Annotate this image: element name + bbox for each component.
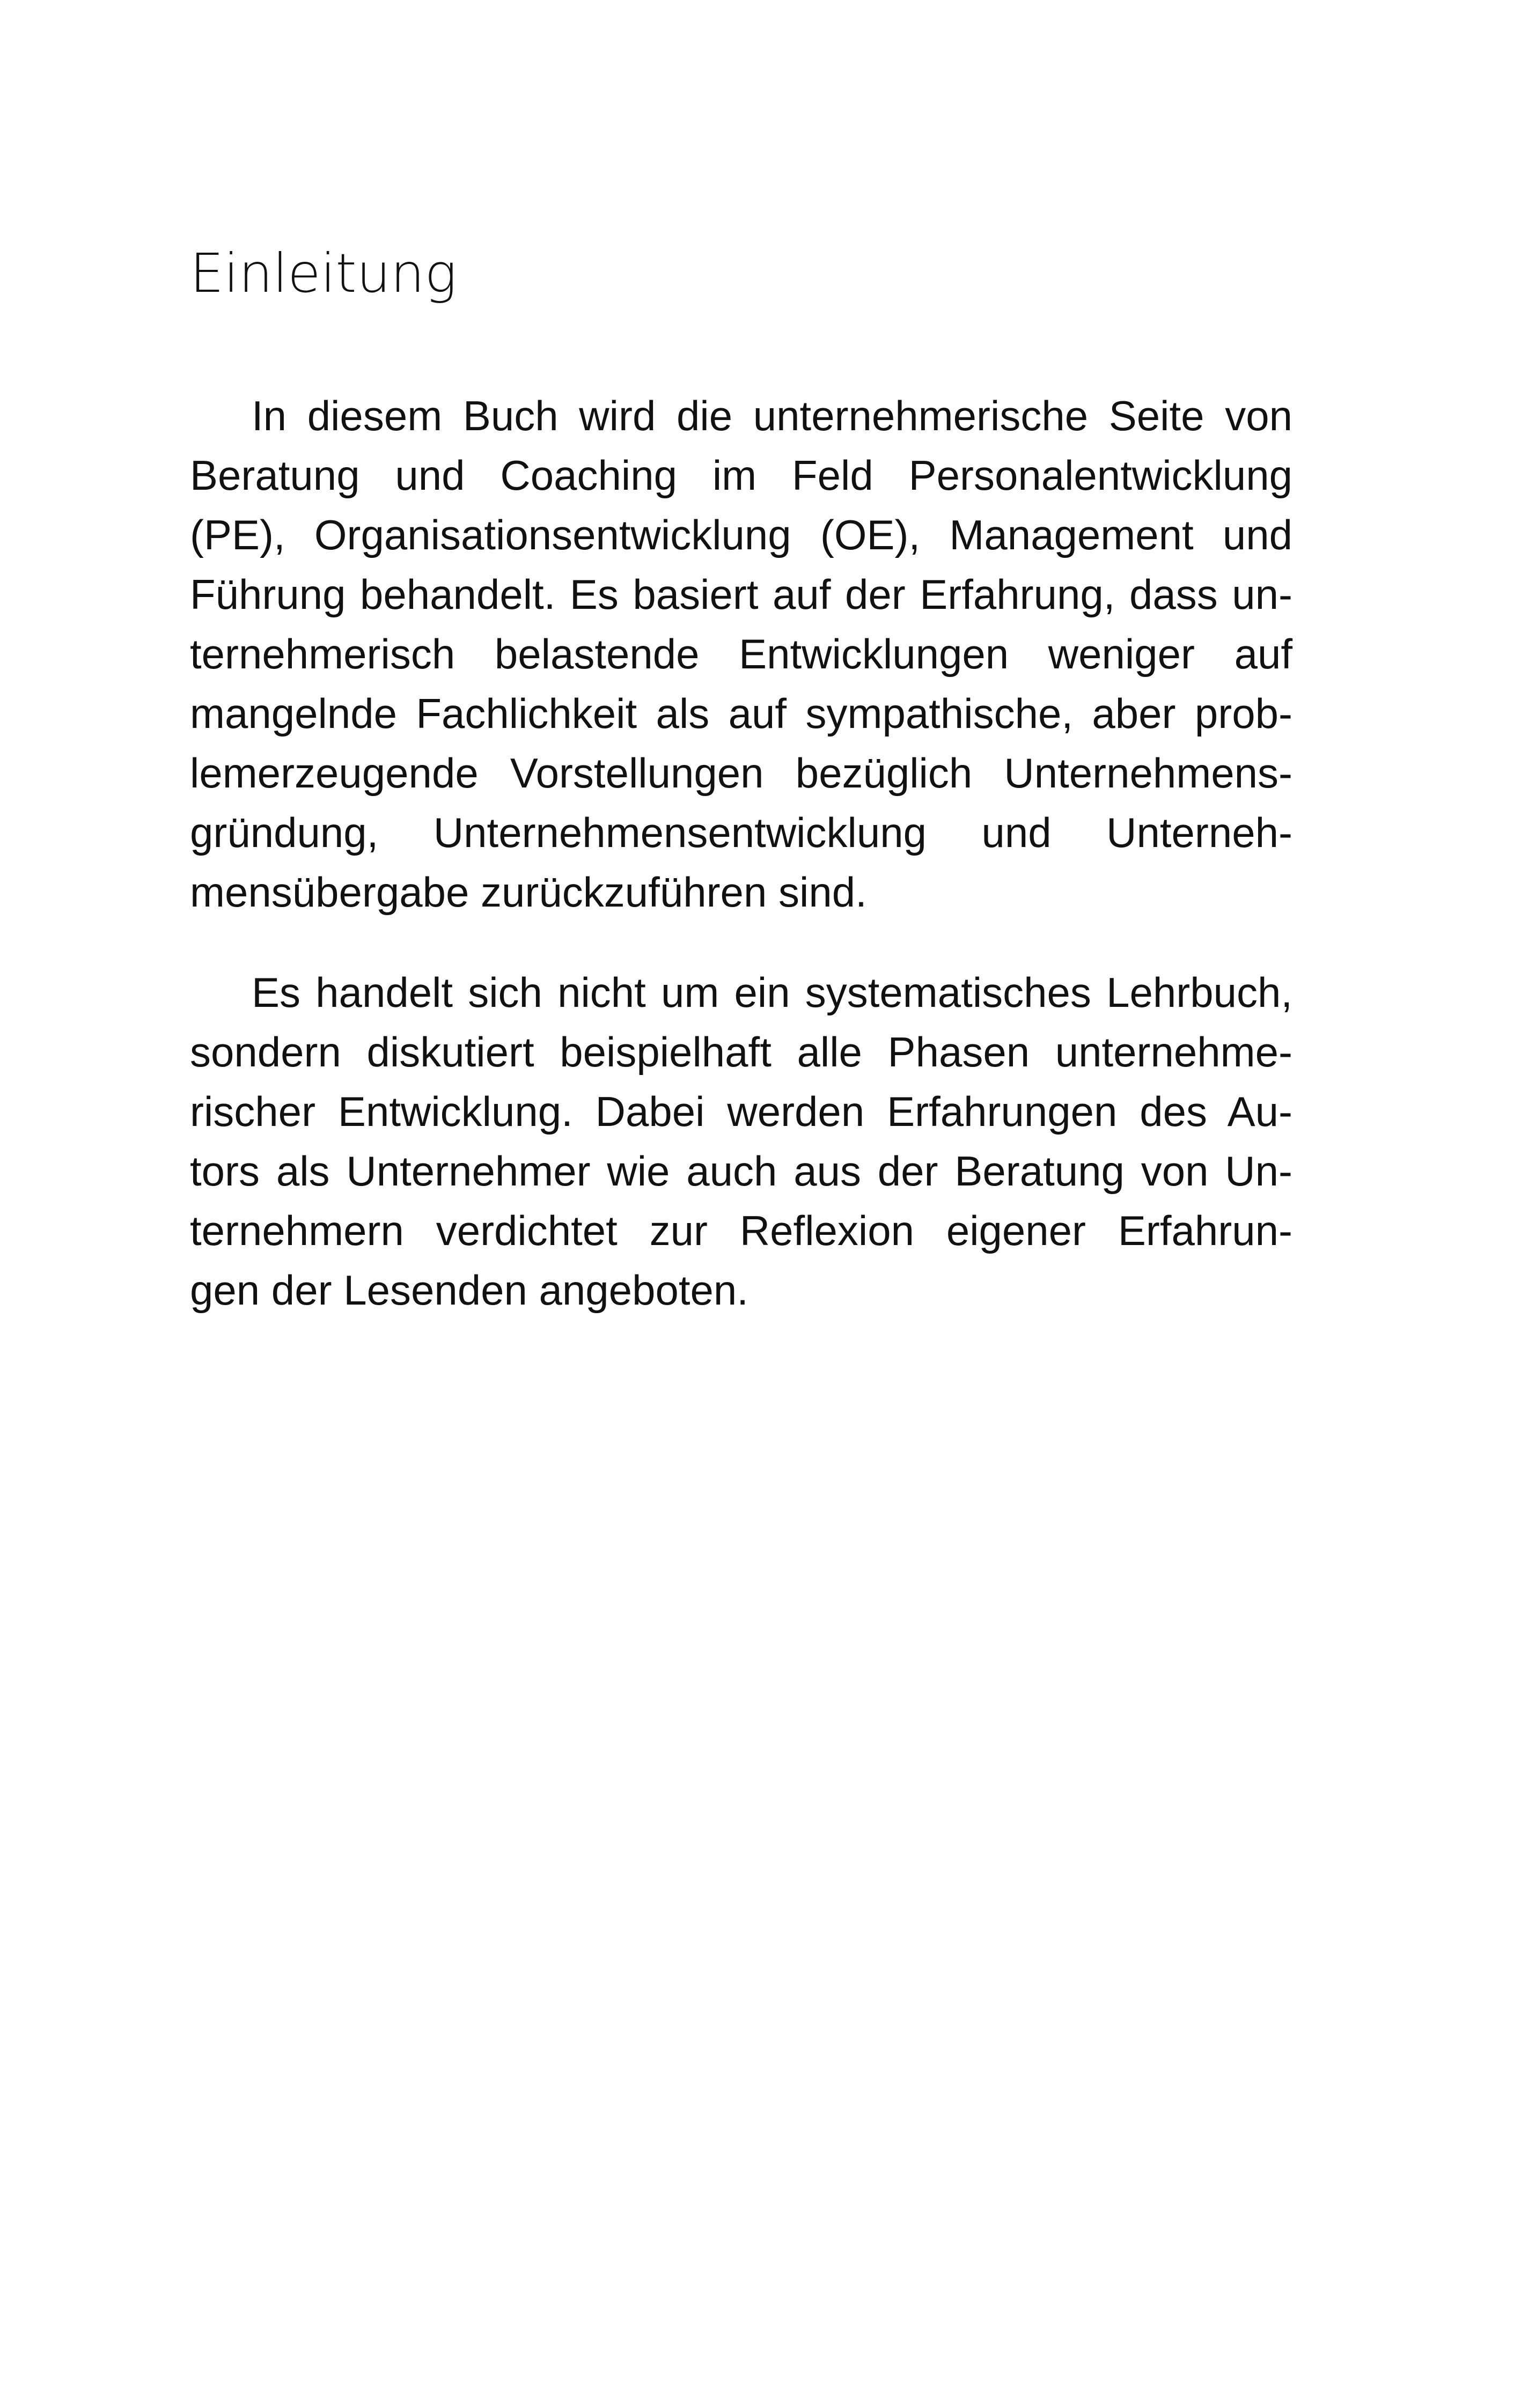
- text-line: (PE), Organisationsentwicklung (OE), Management und: [190, 511, 1292, 558]
- text-line: mangelnde Fachlichkeit als auf sympathische, aber prob-: [190, 690, 1292, 737]
- text-line: Beratung und Coaching im Feld Personalentwicklung: [190, 452, 1292, 499]
- text-line: ternehmerisch belastende Entwicklungen weniger auf: [190, 630, 1292, 678]
- text-line: lemerzeugende Vorstellungen bezüglich Unternehmens-: [190, 749, 1292, 797]
- chapter-title: Einleitung: [190, 242, 457, 305]
- text-line: rischer Entwicklung. Dabei werden Erfahrungen des Au-: [190, 1088, 1292, 1135]
- paragraph-2: [190, 963, 1292, 1320]
- text-line: ternehmern verdichtet zur Reflexion eigener Erfahrun-: [190, 1207, 1292, 1254]
- text-line: mensübergabe zurückzuführen sind.: [190, 868, 867, 916]
- text-line: In diesem Buch wird die unternehmerische Seite von: [252, 392, 1292, 439]
- text-line: gen der Lesenden angeboten.: [190, 1266, 748, 1314]
- text-line: Führung behandelt. Es basiert auf der Erfahrung, dass un-: [190, 571, 1292, 618]
- text-line: gründung, Unternehmensentwicklung und Unterneh-: [190, 809, 1292, 856]
- text-line: tors als Unternehmer wie auch aus der Beratung von Un-: [190, 1147, 1292, 1195]
- paragraph-1: [190, 386, 1292, 922]
- text-line: sondern diskutiert beispielhaft alle Phasen unternehme-: [190, 1028, 1292, 1076]
- text-line: Es handelt sich nicht um ein systematisches Lehrbuch,: [252, 969, 1292, 1016]
